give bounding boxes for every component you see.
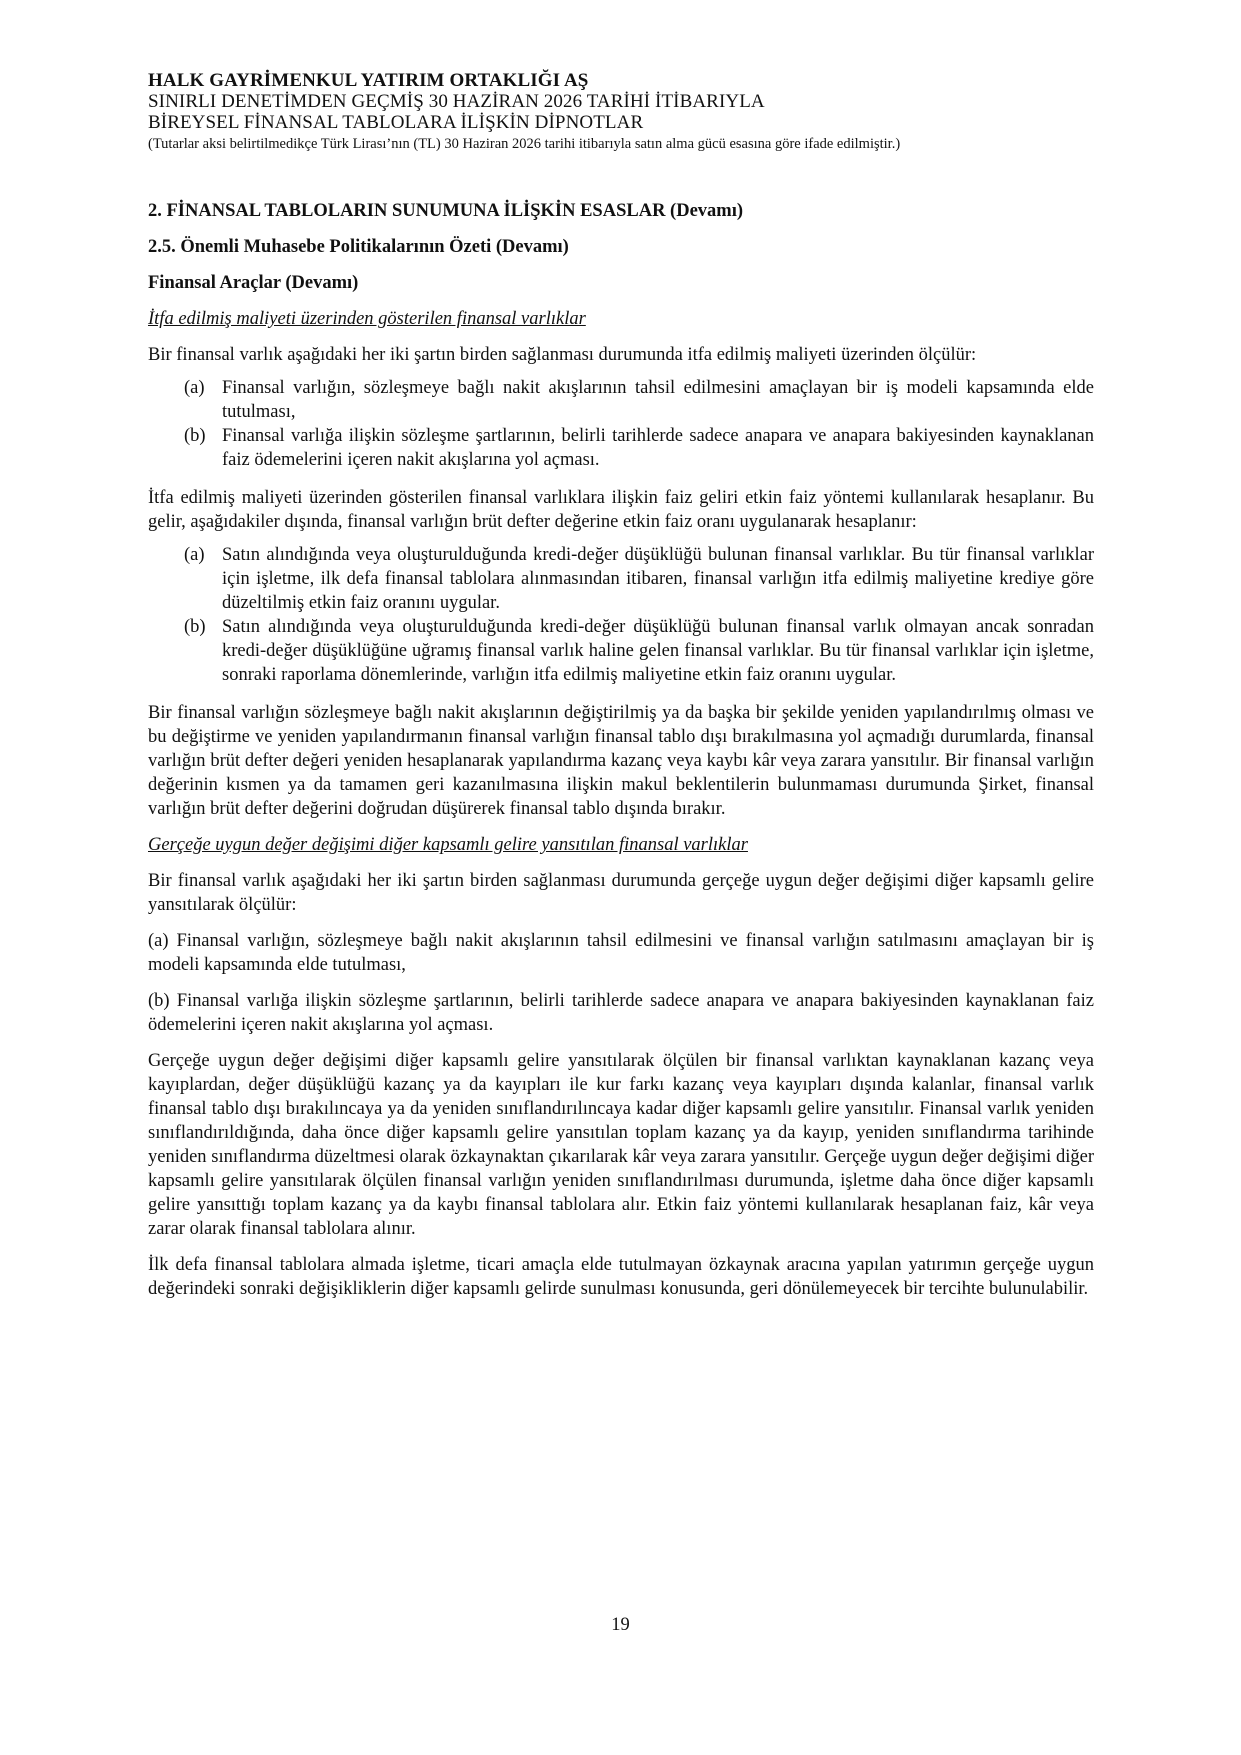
list-item xyxy=(148,376,1094,424)
interest-income-paragraph: İtfa edilmiş maliyeti üzerinden gösterilen finansal varlıklara ilişkin faiz geliri etkin faiz yöntemi kullanılarak hesaplanır. Bu gelir, aşağıdakiler dışında, finansal varlığın brüt defter değerine etkin faiz oranı uygulanarak hesaplanır: xyxy=(148,488,1094,532)
page-number: 19 xyxy=(611,1615,630,1635)
list-item-label: (a) xyxy=(184,378,205,398)
fvoci-condition-b: (b) Finansal varlığa ilişkin sözleşme şartlarının, belirli tarihlerde sadece anapara ve anapara bakiyesinden kaynaklanan faiz ödemelerini içeren nakit akışlarına yol açması. xyxy=(148,991,1094,1035)
section-heading: 2. FİNANSAL TABLOLARIN SUNUMUNA İLİŞKİN ESASLAR (Devamı) xyxy=(148,201,743,221)
amortized-cost-intro: Bir finansal varlık aşağıdaki her iki şartın birden sağlanması durumunda itfa edilmiş maliyeti üzerinden ölçülür: xyxy=(148,345,977,365)
amortized-cost-heading: İtfa edilmiş maliyeti üzerinden gösterilen finansal varlıklar xyxy=(148,309,586,329)
modification-paragraph: Bir finansal varlığın sözleşmeye bağlı nakit akışlarının değiştirilmiş ya da başka bir şekilde yeniden yapılandırılmış olması ve bu değiştirme ve yeniden yapılandırmanın finansal varlığın finansal tablo dışı bırakılmasına yol açmadığı durumlarda, finansal varlığın brüt defter değeri yeniden hesaplanarak yapılandırma kazanç veya kaybı kâr veya zarara yansıtılır. Bir finansal varlığın değerinin kısmen ya da tamamen geri kazanılmasına ilişkin makul beklentilerin bulunmaması durumunda Şirket, finansal varlığın brüt defter değerini doğrudan düşürerek finansal tablo dışında bırakır. xyxy=(148,703,1094,819)
list-item-text: Finansal varlığın, sözleşmeye bağlı nakit akışlarının tahsil edilmesini amaçlayan bir iş modeli kapsamında elde tutulması, xyxy=(222,378,1094,422)
list-item-text: Satın alındığında veya oluşturulduğunda kredi-değer düşüklüğü bulunan finansal varlıklar. Bu tür finansal varlıklar için işletme, ilk defa finansal tablolara alınmasından itibaren, finansal varlığın itfa edilmiş maliyetine krediye göre düzeltilmiş etkin faiz oranını uygular. xyxy=(222,545,1094,613)
page-content xyxy=(148,70,1094,1301)
list-item-label: (b) xyxy=(184,617,206,637)
list-item xyxy=(148,615,1094,687)
list-item xyxy=(148,424,1094,472)
subsection-heading: 2.5. Önemli Muhasebe Politikalarının Özeti (Devamı) xyxy=(148,237,569,257)
fvoci-condition-a: (a) Finansal varlığın, sözleşmeye bağlı nakit akışlarının tahsil edilmesini ve finansal varlığın satılmasını amaçlayan bir iş modeli kapsamında elde tutulması, xyxy=(148,931,1094,975)
company-name: HALK GAYRİMENKUL YATIRIM ORTAKLIĞI AŞ xyxy=(148,70,589,91)
report-subtitle-line: BİREYSEL FİNANSAL TABLOLARA İLİŞKİN DİPNOTLAR xyxy=(148,112,644,133)
currency-note: (Tutarlar aksi belirtilmedikçe Türk Lirası’nın (TL) 30 Haziran 2026 tarihi itibarıyla satın alma gücü esasına göre ifade edilmiştir.) xyxy=(148,136,901,152)
fvoci-election-paragraph: İlk defa finansal tablolara almada işletme, ticari amaçla elde tutulmayan özkaynak aracına yapılan yatırımın gerçeğe uygun değerindeki sonraki değişikliklerin diğer kapsamlı gelirde sunulması konusunda, geri dönülemeyecek bir tercihte bulunulabilir. xyxy=(148,1255,1094,1299)
list-item-label: (a) xyxy=(184,545,205,565)
report-title-line: SINIRLI DENETİMDEN GEÇMİŞ 30 HAZİRAN 2026 TARİHİ İTİBARIYLA xyxy=(148,91,765,112)
fvoci-heading: Gerçeğe uygun değer değişimi diğer kapsamlı gelire yansıtılan finansal varlıklar xyxy=(148,835,748,855)
list-item xyxy=(148,543,1094,615)
fvoci-intro: Bir finansal varlık aşağıdaki her iki şartın birden sağlanması durumunda gerçeğe uygun değer değişimi diğer kapsamlı gelire yansıtılarak ölçülür: xyxy=(148,871,1094,915)
amortized-conditions-list xyxy=(148,376,1094,472)
interest-exceptions-list xyxy=(148,543,1094,687)
fvoci-gains-paragraph: Gerçeğe uygun değer değişimi diğer kapsamlı gelire yansıtılarak ölçülen bir finansal varlıktan kaynaklanan kazanç veya kayıplardan, değer düşüklüğü kazanç ya da kayıpları ile kur farkı kazanç veya kayıpları dışında kalanlar, finansal varlık finansal tablo dışı bırakılıncaya ya da yeniden sınıflandırılıncaya kadar diğer kapsamlı gelire yansıtılır. Finansal varlık yeniden sınıflandırıldığında, daha önce diğer kapsamlı gelire yansıtılan toplam kazanç ya da kayıp, yeniden sınıflandırma tarihinde yeniden sınıflandırma düzeltmesi olarak özkaynaktan çıkarılarak kâr veya zarara yansıtılır. Gerçeğe uygun değer değişimi diğer kapsamlı gelire yansıtılarak ölçülen finansal varlığın yeniden sınıflandırılması durumunda, işletme daha önce diğer kapsamlı gelire yansıttığı toplam kazanç ya da kaybı finansal tablolara alır. Etkin faiz yöntemi kullanılarak hesaplanan faiz, kâr veya zarar olarak finansal tablolara alınır. xyxy=(148,1051,1094,1239)
list-item-text: Satın alındığında veya oluşturulduğunda kredi-değer düşüklüğü bulunan finansal varlık olmayan ancak sonradan kredi-değer düşüklüğüne uğramış finansal varlık haline gelen finansal varlıklar. Bu tür finansal varlıklar için işletme, sonraki raporlama dönemlerinde, varlığın itfa edilmiş maliyetine etkin faiz oranını uygular. xyxy=(222,617,1094,685)
topic-heading: Finansal Araçlar (Devamı) xyxy=(148,273,359,293)
list-item-text: Finansal varlığa ilişkin sözleşme şartlarının, belirli tarihlerde sadece anapara ve anapara bakiyesinden kaynaklanan faiz ödemelerini içeren nakit akışlarına yol açması. xyxy=(222,426,1094,470)
list-item-label: (b) xyxy=(184,426,206,446)
